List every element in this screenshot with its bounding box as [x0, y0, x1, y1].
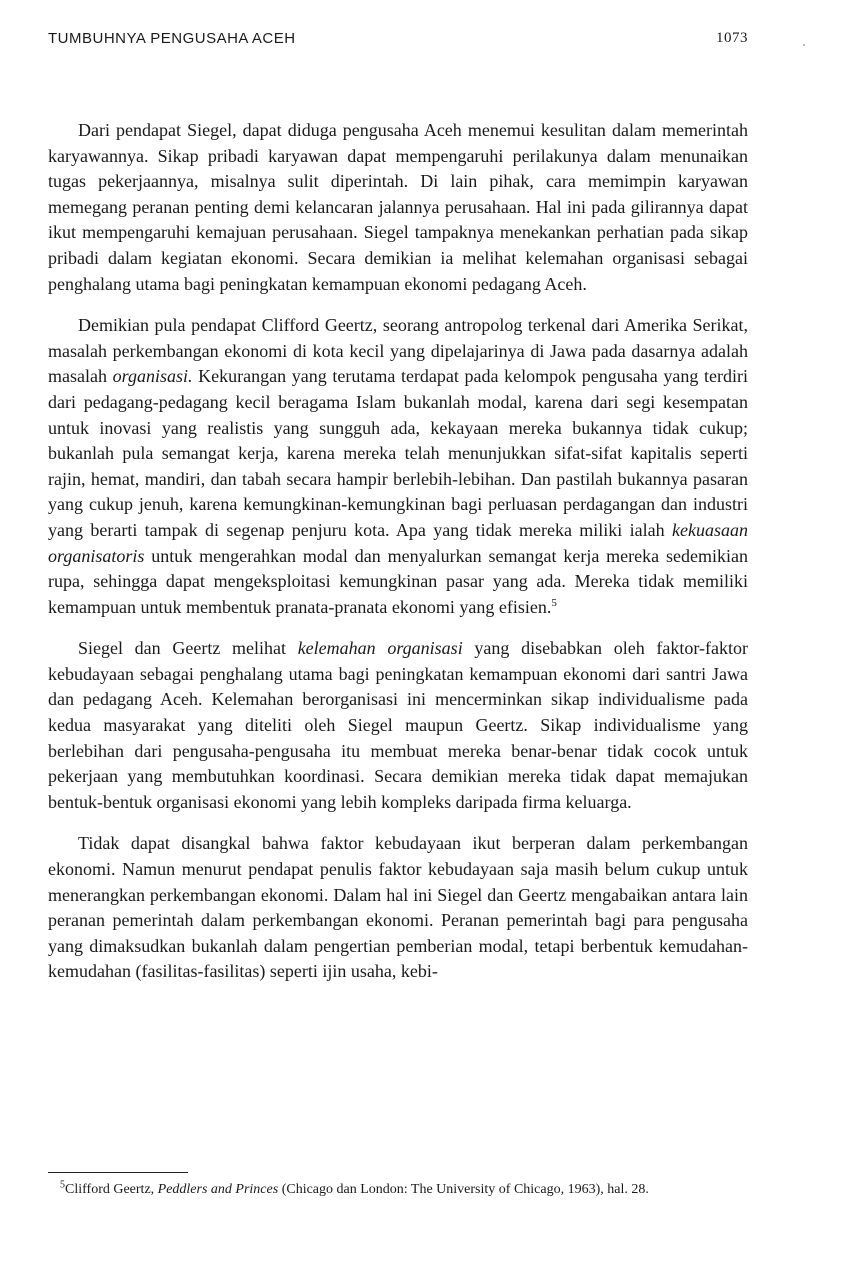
- book-title: Peddlers and Princes: [157, 1182, 279, 1197]
- emphasis-text: organisasi.: [112, 366, 193, 387]
- footnote: [48, 1180, 748, 1200]
- emphasis-text: kelemahan organisasi: [297, 638, 463, 659]
- paragraph-text: Demikian pula pendapat Clifford Geertz, seorang antropolog terkenal dari Amerika Serikat, masalah perkembangan ekonomi di kota kecil yang dipelajarinya di Jawa pada dasarnya adalah masalah: [48, 315, 748, 387]
- paragraph-text: untuk mengerahkan modal dan menyalurkan semangat kerja mereka sedemikian rupa, sehingga dapat mengeksploitasi kemungkinan pasar yang ada. Mereka tidak memiliki kemampuan untuk membentuk pranata-pranata ekonomi yang efisien.: [48, 545, 748, 617]
- paragraph-text: Siegel dan Geertz melihat: [78, 638, 298, 659]
- footnote-paragraph: [48, 1180, 748, 1200]
- footnote-reference: 5: [551, 596, 557, 609]
- body-text: [48, 118, 748, 1001]
- footnote-text: Clifford Geertz,: [65, 1182, 158, 1197]
- paragraph-text: Tidak dapat disangkal bahwa faktor kebudayaan ikut berperan dalam perkembangan ekonomi. Namun menurut pendapat penulis faktor kebudayaan saja masih belum cukup untuk menerangkan perkembangan ekonomi. Dalam hal ini Siegel dan Geertz mengabaikan antara lain peranan pemerintah dalam perkembangan ekonomi. Peranan pemerintah bagi para pengusaha yang dimaksudkan bukanlah dalam pengertian pemberian modal, tetapi berbentuk kemudahan-kemudahan (fasilitas-fasilitas) seperti ijin usaha, kebi-: [48, 833, 748, 982]
- paragraph-text: Dari pendapat Siegel, dapat diduga pengusaha Aceh menemui kesulitan dalam memerintah karyawannya. Sikap pribadi karyawan dapat mempengaruhi perilakunya dalam menunaikan tugas pekerjaannya, misalnya sulit diperintah. Di lain pihak, cara memimpin karyawan memegang peranan penting demi kelancaran jalannya perusahaan. Hal ini pada gilirannya dapat ikut mempengaruhi kemajuan perusahaan. Siegel tampaknya menekankan perhatian pada sikap pribadi dalam kegiatan ekonomi. Secara demikian ia melihat kelemahan organisasi sebagai penghalang utama bagi peningkatan kemampuan ekonomi pedagang Aceh.: [48, 120, 748, 294]
- footnote-divider: [48, 1172, 188, 1173]
- page-number: 1073: [716, 30, 748, 46]
- paragraph-text: Kekurangan yang terutama terdapat pada kelompok pengusaha yang terdiri dari pedagang-pedagang kecil beragama Islam bukanlah modal, karena dari segi kesempatan untuk inovasi yang realistis yang sungguh ada, kekayaan mereka bukannya tidak cukup; bukanlah pula semangat kerja, karena mereka telah menunjukkan sifat-sifat kapitalis seperti rajin, hemat, mandiri, dan tabah secara hampir berlebih-lebihan. Dan pastilah bukannya pasaran yang cukup jenuh, karena kemungkinan-kemungkinan bagi perluasan perdagangan dan industri yang berarti tampak di segenap penjuru kota. Apa yang tidak mereka miliki ialah: [48, 366, 748, 540]
- footnote-number: 5: [60, 1179, 65, 1191]
- footnote-text: (Chicago dan London: The University of Chicago, 1963), hal. 28.: [278, 1182, 649, 1197]
- body-paragraph: [48, 313, 748, 620]
- emphasis-text: kekuasaan organisatoris: [48, 519, 748, 566]
- paragraph-text: yang disebabkan oleh faktor-faktor kebudayaan sebagai penghalang utama bagi peningkatan kemampuan ekonomi dari santri Jawa dan pedagang Aceh. Kelemahan berorganisasi ini mencerminkan sikap individualisme pada kedua masyarakat yang diteliti oleh Siegel maupun Geertz. Sikap individualisme yang berlebihan dari pengusaha-pengusaha itu membuat mereka benar-benar tidak cocok untuk pekerjaan yang membutuhkan koordinasi. Secara demikian mereka tidak dapat memajukan bentuk-bentuk organisasi ekonomi yang lebih kompleks daripada firma keluarga.: [48, 638, 748, 812]
- body-paragraph: [48, 831, 748, 985]
- running-header: [48, 30, 748, 52]
- body-paragraph: [48, 636, 748, 815]
- running-title: TUMBUHNYA PENGUSAHA ACEH: [48, 30, 296, 47]
- body-paragraph: [48, 118, 748, 297]
- scan-speck: [803, 44, 805, 46]
